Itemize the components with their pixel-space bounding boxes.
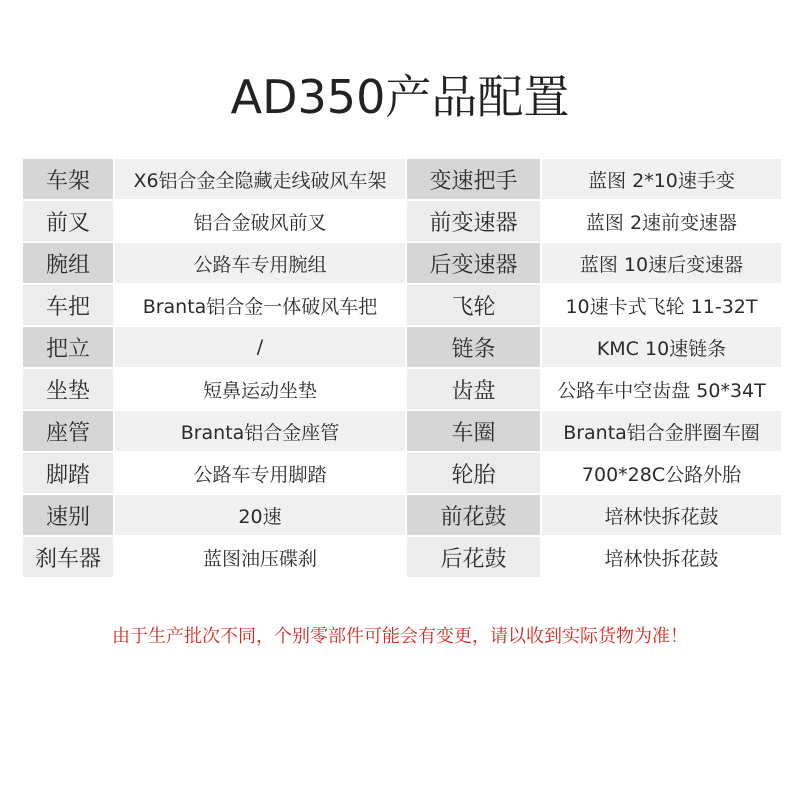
- table-row: [22, 284, 782, 326]
- spec-value-left: 蓝图油压碟刹: [114, 536, 406, 578]
- spec-label-right: 后变速器: [406, 242, 541, 284]
- table-row: [22, 536, 782, 578]
- spec-label-left: 脚踏: [22, 452, 114, 494]
- spec-value-left: X6铝合金全隐藏走线破风车架: [114, 158, 406, 200]
- spec-value-left: 短鼻运动坐垫: [114, 368, 406, 410]
- spec-label-left: 车架: [22, 158, 114, 200]
- spec-value-right: Branta铝合金胖圈车圈: [541, 410, 782, 452]
- table-row: [22, 200, 782, 242]
- table-row: [22, 242, 782, 284]
- spec-value-left: 公路车专用脚踏: [114, 452, 406, 494]
- spec-value-right: KMC 10速链条: [541, 326, 782, 368]
- spec-label-left: 座管: [22, 410, 114, 452]
- table-row: [22, 494, 782, 536]
- spec-value-right: 10速卡式飞轮 11-32T: [541, 284, 782, 326]
- spec-value-right: 700*28C公路外胎: [541, 452, 782, 494]
- spec-value-left: Branta铝合金座管: [114, 410, 406, 452]
- spec-label-right: 齿盘: [406, 368, 541, 410]
- spec-value-right: 蓝图 10速后变速器: [541, 242, 782, 284]
- spec-label-left: 速别: [22, 494, 114, 536]
- spec-label-left: 坐垫: [22, 368, 114, 410]
- table-row: [22, 326, 782, 368]
- spec-value-left: 公路车专用腕组: [114, 242, 406, 284]
- spec-label-right: 变速把手: [406, 158, 541, 200]
- table-row: [22, 452, 782, 494]
- spec-value-right: 蓝图 2速前变速器: [541, 200, 782, 242]
- spec-label-left: 把立: [22, 326, 114, 368]
- spec-value-right: 蓝图 2*10速手变: [541, 158, 782, 200]
- spec-label-right: 链条: [406, 326, 541, 368]
- spec-value-left: Branta铝合金一体破风车把: [114, 284, 406, 326]
- spec-label-right: 前变速器: [406, 200, 541, 242]
- spec-value-left: /: [114, 326, 406, 368]
- page-title: AD350产品配置: [230, 70, 570, 124]
- spec-value-left: 20速: [114, 494, 406, 536]
- spec-label-right: 轮胎: [406, 452, 541, 494]
- spec-value-left: 铝合金破风前叉: [114, 200, 406, 242]
- spec-value-right: 培林快拆花鼓: [541, 536, 782, 578]
- table-row: [22, 410, 782, 452]
- spec-table: [21, 157, 783, 579]
- spec-label-right: 前花鼓: [406, 494, 541, 536]
- spec-value-right: 培林快拆花鼓: [541, 494, 782, 536]
- table-row: [22, 158, 782, 200]
- spec-label-left: 车把: [22, 284, 114, 326]
- spec-label-left: 刹车器: [22, 536, 114, 578]
- spec-label-left: 腕组: [22, 242, 114, 284]
- table-row: [22, 368, 782, 410]
- disclaimer-notice: 由于生产批次不同，个别零部件可能会有变更，请以收到实际货物为准！: [112, 626, 688, 647]
- spec-table-body: [22, 158, 782, 578]
- spec-value-right: 公路车中空齿盘 50*34T: [541, 368, 782, 410]
- spec-label-left: 前叉: [22, 200, 114, 242]
- spec-label-right: 车圈: [406, 410, 541, 452]
- spec-label-right: 飞轮: [406, 284, 541, 326]
- spec-label-right: 后花鼓: [406, 536, 541, 578]
